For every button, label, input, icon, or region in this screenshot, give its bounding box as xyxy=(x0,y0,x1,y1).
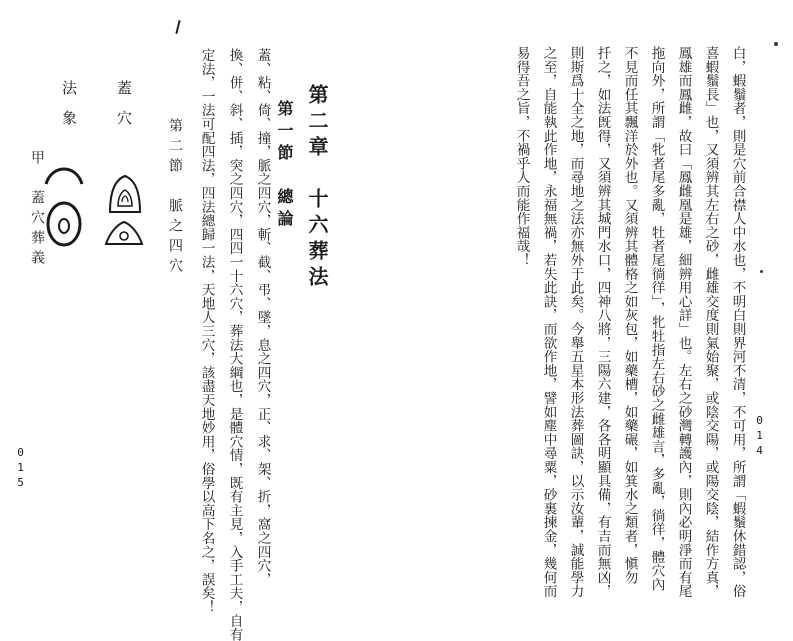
page-number-right: 014 xyxy=(753,414,766,459)
ink-dot xyxy=(774,42,778,46)
body-column-2: 換、併、斜、插，突之四穴，四四一十六穴，葬法大綱也，是體穴情，既有主見，入手工夫，自有 xyxy=(226,48,243,641)
diagram-label-form: 法 象 xyxy=(60,80,78,125)
body-column-7: 則斯爲十全之地，而尋地之法亦無外于此矣。今舉五星本形法葬圖訣，以示汝輩，誠能學力 xyxy=(567,46,584,598)
ink-mark xyxy=(175,20,180,34)
mound-symbol-low xyxy=(100,212,148,252)
body-column-1: 白，蝦鬚者，則是穴前合襟人中水也，不明白則界河不清，不可用，所謂「蝦鬚休錯認，俗 xyxy=(729,46,746,598)
body-column-1: 蓋、粘、倚、撞，脈之四穴，斬、截、弔、墜，息之四穴，正、求、架、折，窩之四穴， xyxy=(254,48,271,587)
body-column-2: 喜蝦鬚長」也，又須辨其左右之砂，雌雄交度則氣始聚，或陰交陽，或陽交陰，結作方真， xyxy=(702,46,719,598)
right-page xyxy=(396,0,793,598)
section-title-vein-four-points: 第二節 脈之四穴 xyxy=(167,118,183,278)
body-column-3: 鳳雄而鳳雌，故曰「鳳雌凰是雄，細辨用心詳」也。左右之砂灣轉護內，則內必明淨而有尾 xyxy=(675,46,692,598)
page-number-left: 015 xyxy=(14,446,27,491)
body-column-4: 拖向外，所謂「牝者尾多亂，牡者尾徜徉」，牝牡指左右砂之雌雄言，多亂，徜徉，體穴內 xyxy=(648,46,665,592)
arc-symbol xyxy=(40,150,88,190)
body-column-8: 之至，自能執此作地，永福無禍，若失此訣，而欲作地，譬如塵中尋粟，砂裏揀金，幾何而 xyxy=(540,46,557,598)
ink-dot xyxy=(760,270,763,273)
body-column-9: 易得吾之旨，不禍乎人而能作福哉！ xyxy=(513,46,530,267)
body-column-3: 定法，一法可配四法，四法總歸一法，天地人三穴，該盡天地妙用，俗學以高下名之，誤矣！ xyxy=(198,48,215,614)
chapter-title: 第二章 十六葬法 xyxy=(305,84,329,292)
oval-symbol xyxy=(40,196,88,252)
sub-heading-cover-point: 甲 蓋穴葬義 xyxy=(29,150,45,270)
left-page xyxy=(0,0,396,641)
body-column-5: 不見而任其飄洋於外也。又須辨其體格之如灰包，如藥槽，如藥碾，如箕水之類者，愼勿 xyxy=(621,46,638,585)
body-column-6: 扦之，如法旣得，又須辨其城門水口，四神八將，三陽六建，各各明顯具備，有吉而無凶， xyxy=(594,46,611,598)
diagram-label-cover-point: 蓋 穴 xyxy=(115,80,133,125)
section-title-general: 第一節 總論 xyxy=(275,100,294,232)
